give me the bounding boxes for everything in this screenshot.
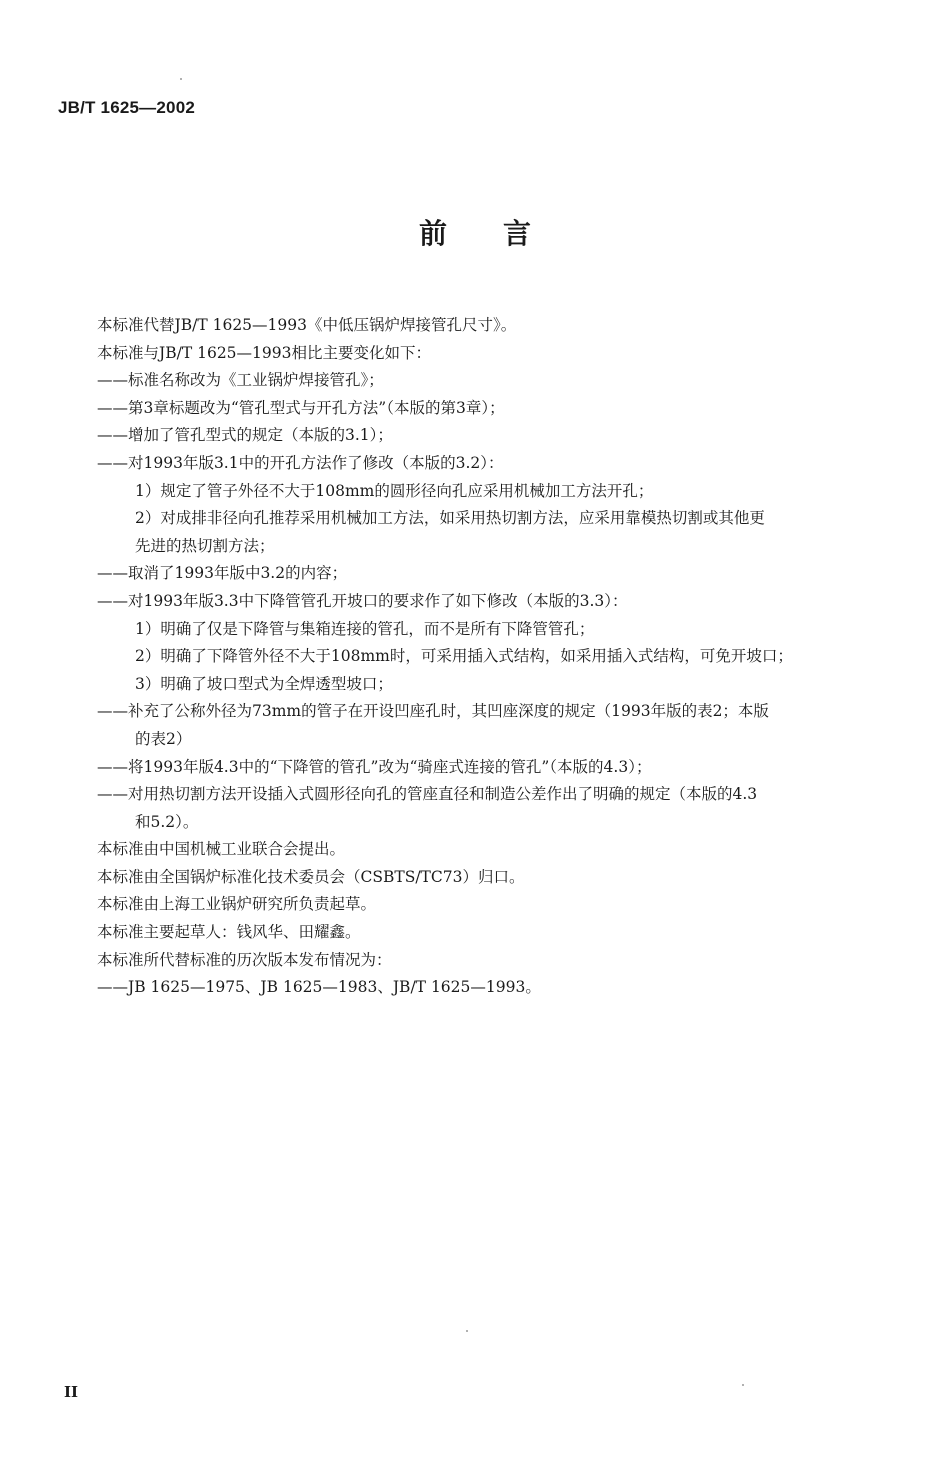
change-item: ——将1993年版4.3中的“下降管的管孔”改为“骑座式连接的管孔”（本版的4.3）； <box>97 757 652 776</box>
change-item: ——JB 1625—1975、JB 1625—1983、JB/T 1625—1993。 <box>97 978 541 997</box>
sub-item: 2）对成排非径向孔推荐采用机械加工方法，如采用热切割方法，应采用靠模热切割或其他更 <box>135 509 765 528</box>
scan-speck <box>466 1330 468 1332</box>
change-item-continuation: 和5.2）。 <box>135 812 199 831</box>
sub-item: 1）规定了管子外径不大于108mm的圆形径向孔应采用机械加工方法开孔； <box>135 481 654 500</box>
sub-item: 3）明确了坡口型式为全焊透型坡口； <box>135 674 393 693</box>
change-item: ——对1993年版3.3中下降管管孔开坡口的要求作了如下修改（本版的3.3）： <box>97 591 628 610</box>
foreword-body <box>97 312 902 1002</box>
sub-item: 1）明确了仅是下降管与集箱连接的管孔，而不是所有下降管管孔； <box>135 619 595 638</box>
paragraph-line: 本标准由全国锅炉标准化技术委员会（CSBTS/TC73）归口。 <box>97 867 525 886</box>
title-char-1: 前 <box>418 217 447 250</box>
change-item: ——标准名称改为《工业锅炉焊接管孔》； <box>97 371 384 390</box>
title-char-2: 言 <box>503 217 532 250</box>
scan-speck <box>742 1384 744 1386</box>
change-item: ——对1993年版3.1中的开孔方法作了修改（本版的3.2）： <box>97 453 504 472</box>
page-number: II <box>64 1383 79 1401</box>
change-item: ——对用热切割方法开设插入式圆形径向孔的管座直径和制造公差作出了明确的规定（本版的4.3 <box>97 785 758 804</box>
document-code: JB/T 1625—2002 <box>58 98 195 117</box>
scan-speck <box>180 78 182 80</box>
paragraph-line: 本标准所代替标准的历次版本发布情况为： <box>97 950 392 969</box>
paragraph-line: 本标准由上海工业锅炉研究所负责起草。 <box>97 895 377 914</box>
change-item: ——取消了1993年版中3.2的内容； <box>97 564 348 583</box>
sub-item-continuation: 先进的热切割方法； <box>135 536 275 555</box>
change-item-continuation: 的表2） <box>135 729 192 748</box>
change-item: ——增加了管孔型式的规定（本版的3.1）； <box>97 426 393 445</box>
page-title <box>0 212 950 252</box>
change-item: ——第3章标题改为“管孔型式与开孔方法”（本版的第3章）； <box>97 398 505 417</box>
sub-item: 2）明确了下降管外径不大于108mm时，可采用插入式结构，如采用插入式结构，可免开坡口； <box>135 647 793 666</box>
paragraph-line: 本标准主要起草人：钱风华、田耀鑫。 <box>97 923 361 942</box>
paragraph-line: 本标准代替JB/T 1625—1993《中低压锅炉焊接管孔尺寸》。 <box>97 316 517 334</box>
paragraph-line: 本标准由中国机械工业联合会提出。 <box>97 840 346 859</box>
paragraph-line: 本标准与JB/T 1625—1993相比主要变化如下： <box>97 343 431 362</box>
change-item: ——补充了公称外径为73mm的管子在开设凹座孔时，其凹座深度的规定（1993年版的表2；本版 <box>97 702 769 721</box>
